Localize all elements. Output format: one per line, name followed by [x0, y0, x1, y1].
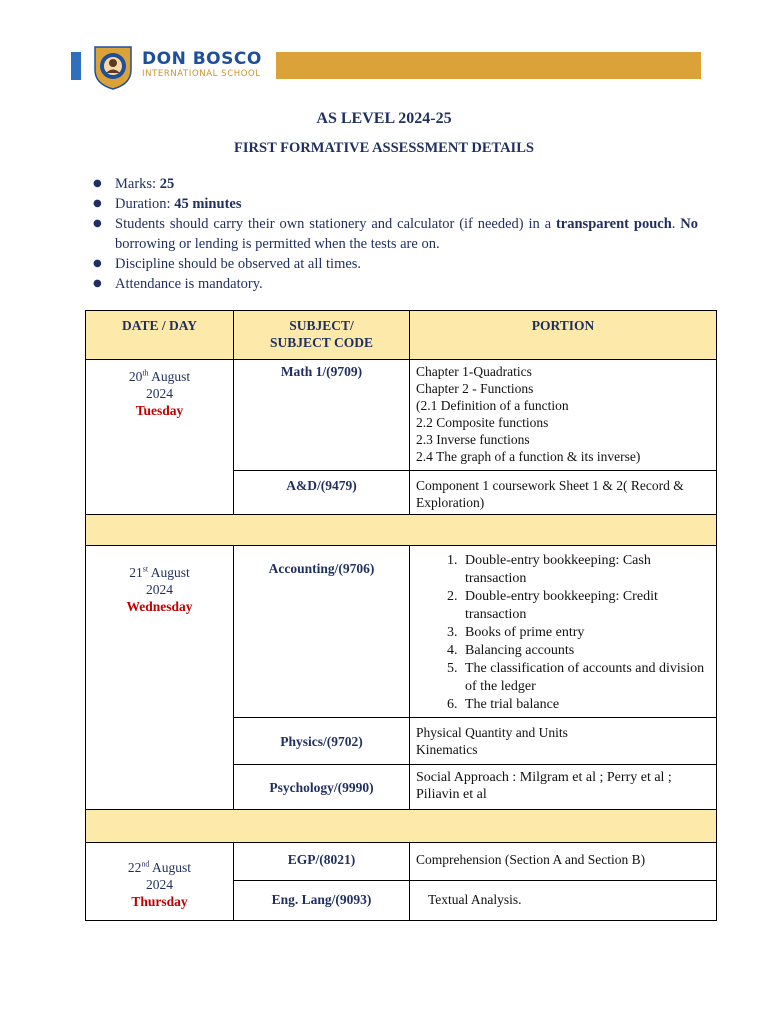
day-label: Thursday [131, 894, 188, 909]
portion-cell: Comprehension (Section A and Section B) [410, 843, 717, 881]
bullet-stationery: ● Students should carry their own stationery and calculator (if needed) in a transparent pouch. No borrowing or lending is permitted when the tests are on. [93, 214, 698, 254]
bullet-attendance: ● Attendance is mandatory. [93, 274, 698, 294]
bullet-marks: ● Marks: 25 [93, 174, 698, 194]
portion-cell [410, 546, 717, 718]
subject-cell: Accounting/(9706) [234, 546, 410, 718]
list-item: 1. Double-entry bookkeeping: Cash transaction [461, 552, 710, 588]
subject-cell: EGP/(8021) [234, 843, 410, 881]
header-subject: SUBJECT/ SUBJECT CODE [234, 311, 410, 360]
table-row [86, 360, 717, 471]
subject-cell: Math 1/(9709) [234, 360, 410, 471]
header-portion: PORTION [410, 311, 717, 360]
portion-cell: Chapter 1-Quadratics Chapter 2 - Functions (2.1 Definition of a function 2.2 Composite functions 2.3 Inverse functions 2.4 The graph of a function & its inverse) [410, 360, 717, 471]
portion-cell: Social Approach : Milgram et al ; Perry et al ; Piliavin et al [410, 765, 717, 810]
portion-cell: Textual Analysis. [410, 881, 717, 921]
marks-value: 25 [159, 176, 175, 192]
subject-cell: Eng. Lang/(9093) [234, 881, 410, 921]
duration-value: 45 minutes [174, 196, 242, 212]
header-blue-bar [71, 52, 81, 80]
portion-cell: Physical Quantity and Units Kinematics [410, 718, 717, 765]
accounting-portion-list [416, 552, 710, 714]
bullet-discipline: ● Discipline should be observed at all times. [93, 254, 698, 274]
date-cell-day1: 20th August 2024 Tuesday [86, 360, 234, 515]
portion-cell: Component 1 coursework Sheet 1 & 2( Record & Exploration) [410, 471, 717, 515]
list-item: 6. The trial balance [461, 696, 710, 714]
day-label: Wednesday [126, 599, 193, 614]
page-subtitle: FIRST FORMATIVE ASSESSMENT DETAILS [234, 140, 534, 156]
header-gold-bar [276, 52, 701, 79]
date-cell-day3: 22nd August 2024 Thursday [86, 843, 234, 921]
subject-cell: A&D/(9479) [234, 471, 410, 515]
subject-cell: Physics/(9702) [234, 718, 410, 765]
table-header-row [86, 311, 717, 360]
school-crest-icon [92, 44, 134, 90]
bullet-duration: ● Duration: 45 minutes [93, 194, 698, 214]
instructions-list [93, 174, 698, 294]
school-subtitle: INTERNATIONAL SCHOOL [142, 69, 261, 79]
school-name: DON BOSCO [142, 49, 262, 69]
table-spacer-row [86, 810, 717, 843]
list-item: 3. Books of prime entry [461, 624, 710, 642]
table-row [86, 843, 717, 881]
list-item: 5. The classification of accounts and division of the ledger [461, 660, 710, 696]
header-date: DATE / DAY [86, 311, 234, 360]
day-label: Tuesday [135, 403, 184, 418]
page-title: AS LEVEL 2024-25 [316, 110, 452, 127]
table-spacer-row [86, 515, 717, 546]
list-item: 2. Double-entry bookkeeping: Credit transaction [461, 588, 710, 624]
schedule-table [85, 310, 717, 921]
date-cell-day2: 21st August 2024 Wednesday [86, 546, 234, 810]
list-item: 4. Balancing accounts [461, 642, 710, 660]
subject-cell: Psychology/(9990) [234, 765, 410, 810]
table-row [86, 546, 717, 718]
